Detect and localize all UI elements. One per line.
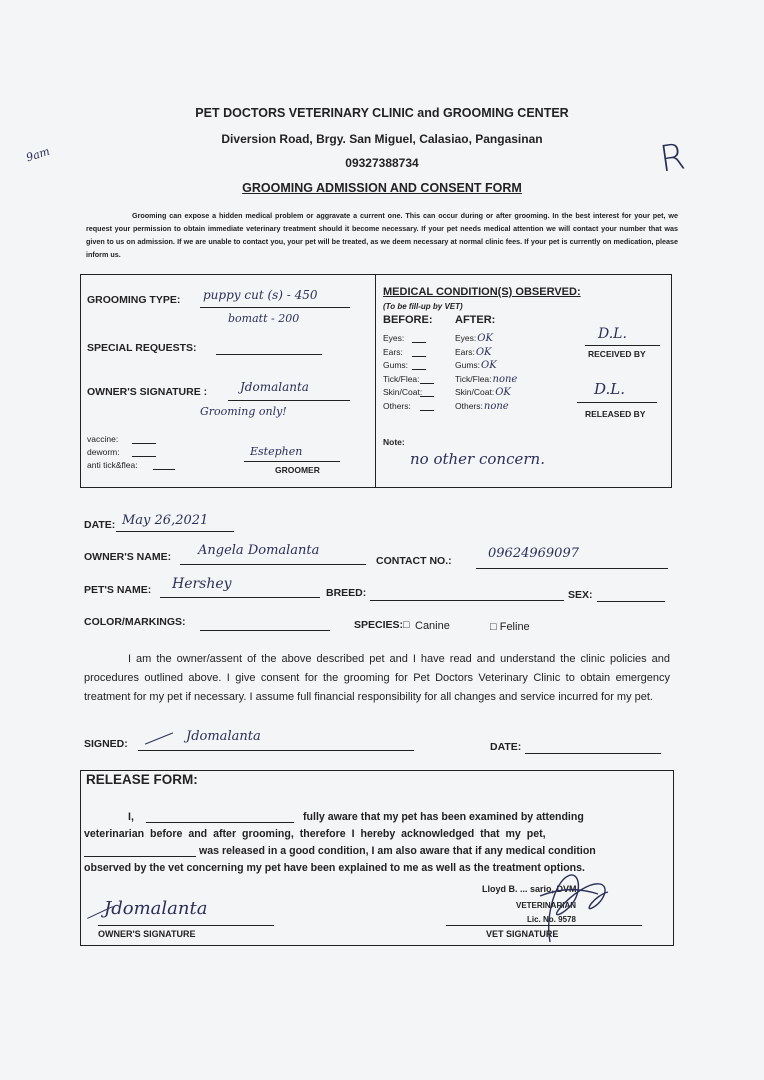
vet-signature-label: VET SIGNATURE — [486, 929, 559, 939]
species-label-text: SPECIES: — [354, 619, 404, 631]
release-owner-label: OWNER'S SIGNATURE — [98, 929, 196, 939]
contact-value: 09624969097 — [488, 546, 579, 561]
groomer-signature: Estephen — [250, 445, 303, 458]
after-item — [455, 374, 517, 385]
before-item-line — [420, 410, 434, 411]
color-line — [200, 630, 330, 631]
before-item-line — [420, 396, 434, 397]
vet-title: VETERINARIAN — [516, 901, 577, 910]
grooming-type-value-1: puppy cut (s) - 450 — [203, 288, 318, 302]
owner-name-line — [180, 564, 366, 565]
margin-r-mark: R — [657, 136, 688, 181]
before-item — [383, 374, 420, 384]
owner-signature-line — [228, 400, 350, 401]
before-item-label: Ears: — [383, 346, 403, 357]
sex-label: SEX: — [568, 589, 593, 601]
released-line — [577, 402, 657, 403]
release-line-2: veterinarian before and after grooming, therefore I hereby acknowledged that my pet, — [84, 828, 546, 840]
clinic-phone: 09327388734 — [345, 156, 419, 170]
special-requests-line — [216, 354, 322, 355]
species-label — [354, 619, 409, 631]
note-value: no other concern. — [410, 450, 545, 468]
after-item-label: Eyes: — [455, 333, 477, 343]
release-line-3-suffix: was released in a good condition, I am also aware that if any medical condition — [199, 845, 596, 857]
medical-subtitle: (To be fill-up by VET) — [383, 302, 463, 311]
release-owner-line — [98, 925, 274, 926]
breed-label: BREED: — [326, 587, 367, 599]
owner-name-label: OWNER'S NAME: — [84, 551, 172, 563]
before-item — [383, 347, 403, 357]
before-label: BEFORE: — [383, 314, 433, 326]
after-item-value: none — [492, 373, 518, 385]
date-value: May 26,2021 — [122, 513, 209, 528]
owner-name-value: Angela Domalanta — [198, 543, 320, 558]
groomer-line — [244, 461, 340, 462]
consent-paragraph: I am the owner/assent of the above described pet and I have read and understand the clinic policies and procedures outlined above. I give consent for the grooming for Pet Doctors Veterinary Clinic to obtain emergency treatment for my pet if necessary. I assume full financial responsibility for all changes and service incurred for my pet. — [84, 653, 670, 703]
before-item-label: Gums: — [383, 360, 409, 370]
canine-checkbox[interactable]: □ — [403, 619, 410, 631]
after-item-value: OK — [477, 333, 493, 344]
vet-license: Lic. No. 9578 — [527, 915, 576, 924]
pet-name-label: PET'S NAME: — [84, 584, 152, 596]
feline-option — [490, 621, 530, 633]
medical-title: MEDICAL CONDITION(S) OBSERVED: — [383, 286, 581, 298]
after-item-value: none — [483, 400, 509, 412]
form-title: GROOMING ADMISSION AND CONSENT FORM — [242, 181, 522, 195]
received-initials: D.L. — [598, 326, 627, 342]
feline-label: Feline — [499, 621, 530, 633]
deworm-line — [132, 456, 156, 457]
deworm-label: deworm: — [87, 447, 120, 457]
special-requests-label: SPECIAL REQUESTS: — [87, 342, 197, 354]
signed-date-line — [525, 753, 661, 754]
intro-paragraph: Grooming can expose a hidden medical problem or aggravate a current one. This can occur during or after grooming. In the best interest for your pet, we request your permission to obtain immediate veterinary treatment should it become necessary. If your pet needs medical attention we will contact your number that was given to us on admission. If we are unable to contact you, your pet will be treated, as we deem necessary at normal clinic fees. If your pet is currently on medication, please inform us. — [86, 211, 678, 259]
before-item — [383, 387, 422, 397]
release-line-4: observed by the vet concerning my pet have been explained to me as well as the treatment options. — [84, 862, 585, 874]
note-label: Note: — [383, 437, 405, 447]
before-item-line — [412, 356, 426, 357]
after-item-value: OK — [481, 360, 497, 371]
released-initials: D.L. — [594, 380, 625, 398]
after-item-label: Skin/Coat: — [455, 387, 495, 397]
after-item-label: Tick/Flea: — [455, 373, 492, 384]
after-item-value: OK — [495, 387, 511, 398]
release-title: RELEASE FORM: — [86, 772, 198, 787]
color-label: COLOR/MARKINGS: — [84, 616, 186, 628]
signed-value: Jdomalanta — [186, 729, 261, 744]
after-item — [455, 333, 493, 344]
after-item-value: OK — [475, 346, 492, 358]
owner-grooming-note: Grooming only! — [200, 405, 287, 418]
release-line-1 — [128, 811, 134, 823]
grooming-type-value-2: bomatt - 200 — [228, 312, 300, 325]
before-item-label: Eyes: — [383, 333, 405, 343]
before-item-line — [412, 342, 426, 343]
released-label: RELEASED BY — [585, 409, 646, 419]
pet-name-line — [160, 597, 320, 598]
vaccine-line — [132, 443, 156, 444]
groomer-label: GROOMER — [275, 465, 320, 475]
release-name-line — [146, 822, 294, 823]
release-line-1-suffix: fully aware that my pet has been examined by attending — [303, 811, 584, 823]
after-item — [455, 387, 511, 398]
clinic-name: PET DOCTORS VETERINARY CLINIC and GROOMING CENTER — [195, 106, 569, 120]
antitick-label: anti tick&flea: — [87, 460, 138, 470]
margin-time-note: 9am — [24, 144, 52, 165]
release-line-1-prefix: I, — [128, 811, 134, 823]
before-item-label: Tick/Flea: — [383, 373, 420, 384]
before-item-line — [420, 383, 434, 384]
pet-name-value: Hershey — [172, 576, 232, 592]
after-item-label: Others: — [455, 400, 483, 411]
sex-line — [597, 601, 665, 602]
vet-name: Lloyd B. ... sario, DVM — [482, 884, 577, 894]
after-item-label: Gums: — [455, 360, 481, 370]
before-item — [383, 401, 411, 411]
date-line — [116, 531, 234, 532]
signed-slash — [145, 732, 173, 744]
contact-line — [476, 568, 668, 569]
antitick-line — [153, 469, 175, 470]
after-item — [455, 401, 509, 412]
date-label: DATE: — [84, 519, 116, 531]
owner-signature-value: Jdomalanta — [240, 380, 309, 394]
before-item-label: Skin/Coat: — [383, 387, 423, 397]
signed-label: SIGNED: — [84, 738, 128, 750]
after-item — [455, 347, 492, 358]
owner-signature-label: OWNER'S SIGNATURE : — [87, 386, 208, 398]
release-pet-line — [84, 856, 196, 857]
before-item — [383, 360, 408, 370]
received-line — [585, 345, 660, 346]
after-item — [455, 360, 497, 371]
after-item-label: Ears: — [455, 346, 475, 357]
signed-date-label: DATE: — [490, 741, 522, 753]
grooming-type-line — [200, 307, 350, 308]
feline-checkbox[interactable]: □ — [490, 621, 497, 633]
received-label: RECEIVED BY — [588, 349, 646, 359]
before-item-label: Others: — [383, 400, 411, 411]
vaccine-label: vaccine: — [87, 434, 119, 444]
before-item-line — [412, 369, 426, 370]
signed-line — [138, 750, 414, 751]
release-owner-signature: Jdomalanta — [104, 898, 208, 919]
clinic-address: Diversion Road, Brgy. San Miguel, Calasiao, Pangasinan — [221, 132, 543, 146]
canine-label: Canine — [415, 620, 450, 632]
vet-signature-line — [446, 925, 642, 926]
contact-label: CONTACT NO.: — [376, 555, 452, 567]
after-label: AFTER: — [455, 314, 496, 326]
before-item — [383, 333, 404, 343]
breed-line — [370, 600, 564, 601]
grooming-type-label: GROOMING TYPE: — [87, 294, 181, 306]
